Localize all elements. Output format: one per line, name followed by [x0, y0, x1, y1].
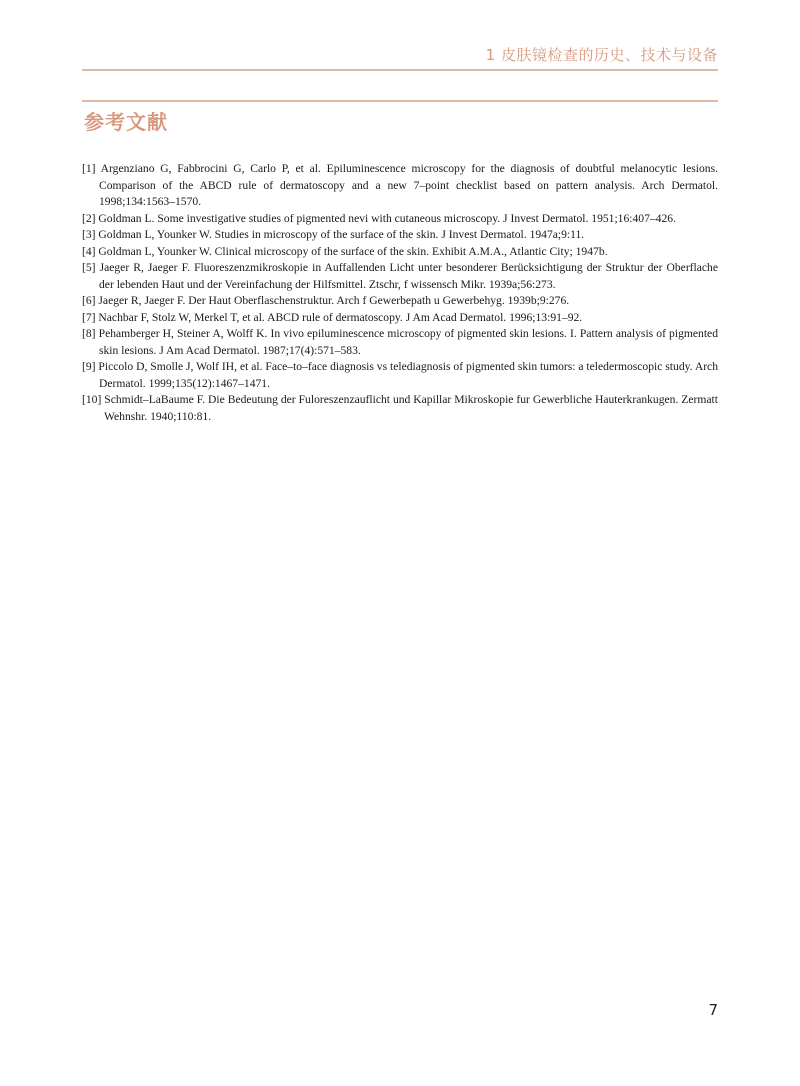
reference-item: [9] Piccolo D, Smolle J, Wolf IH, et al. Face–to–face diagnosis vs telediagnosis of pigmented skin tumors: a teledermoscopic study. Arch Dermatol. 1999;135(12):1467–1471.: [82, 360, 718, 390]
reference-item: [3] Goldman L, Younker W. Studies in microscopy of the surface of the skin. J Invest Dermatol. 1947a;9:11.: [82, 228, 585, 241]
section-title: 参考文献: [84, 110, 168, 134]
reference-item: [10] Schmidt–LaBaume F. Die Bedeutung der Fuloreszenzauflicht und Kapillar Mikroskopie fur Gewerbliche Hauterkrankugen. Zermatt Wehnshr. 1940;110:81.: [82, 393, 718, 423]
reference-item: [5] Jaeger R, Jaeger F. Fluoreszenzmikroskopie in Auffallenden Licht unter besonderer Berücksichtigung der Struktur der Oberflache der lebenden Haut und der Vereinfachung der Hilfsmittel. Ztschr, f wissensch Mikr. 1939a;56:273.: [82, 261, 718, 291]
header-divider-bottom: [82, 100, 718, 102]
chapter-header-title: 1 皮肤镜检查的历史、技术与设备: [485, 46, 718, 64]
reference-list: [82, 161, 718, 425]
header-divider-top: [82, 69, 718, 71]
reference-item: [6] Jaeger R, Jaeger F. Der Haut Oberflaschenstruktur. Arch f Gewerbepath u Gewerbehyg. 1939b;9:276.: [82, 294, 570, 307]
reference-item: [2] Goldman L. Some investigative studies of pigmented nevi with cutaneous microscopy. J Invest Dermatol. 1951;16:407–426.: [82, 211, 676, 225]
reference-item: [8] Pehamberger H, Steiner A, Wolff K. In vivo epiluminescence microscopy of pigmented skin lesions. I. Pattern analysis of pigmented skin lesions. J Am Acad Dermatol. 1987;17(4):571–583.: [82, 327, 718, 357]
reference-item: [4] Goldman L, Younker W. Clinical microscopy of the surface of the skin. Exhibit A.M.A., Atlantic City; 1947b.: [82, 244, 608, 258]
page-number: 7: [708, 1001, 718, 1019]
reference-item: [1] Argenziano G, Fabbrocini G, Carlo P, et al. Epiluminescence microscopy for the diagnosis of doubtful melanocytic lesions. Comparison of the ABCD rule of dermatoscopy and a new 7–point checklist based on pattern analysis. Arch Dermatol. 1998;134:1563–1570.: [82, 162, 718, 208]
reference-item: [7] Nachbar F, Stolz W, Merkel T, et al. ABCD rule of dermatoscopy. J Am Acad Dermatol. 1996;13:91–92.: [82, 310, 583, 324]
